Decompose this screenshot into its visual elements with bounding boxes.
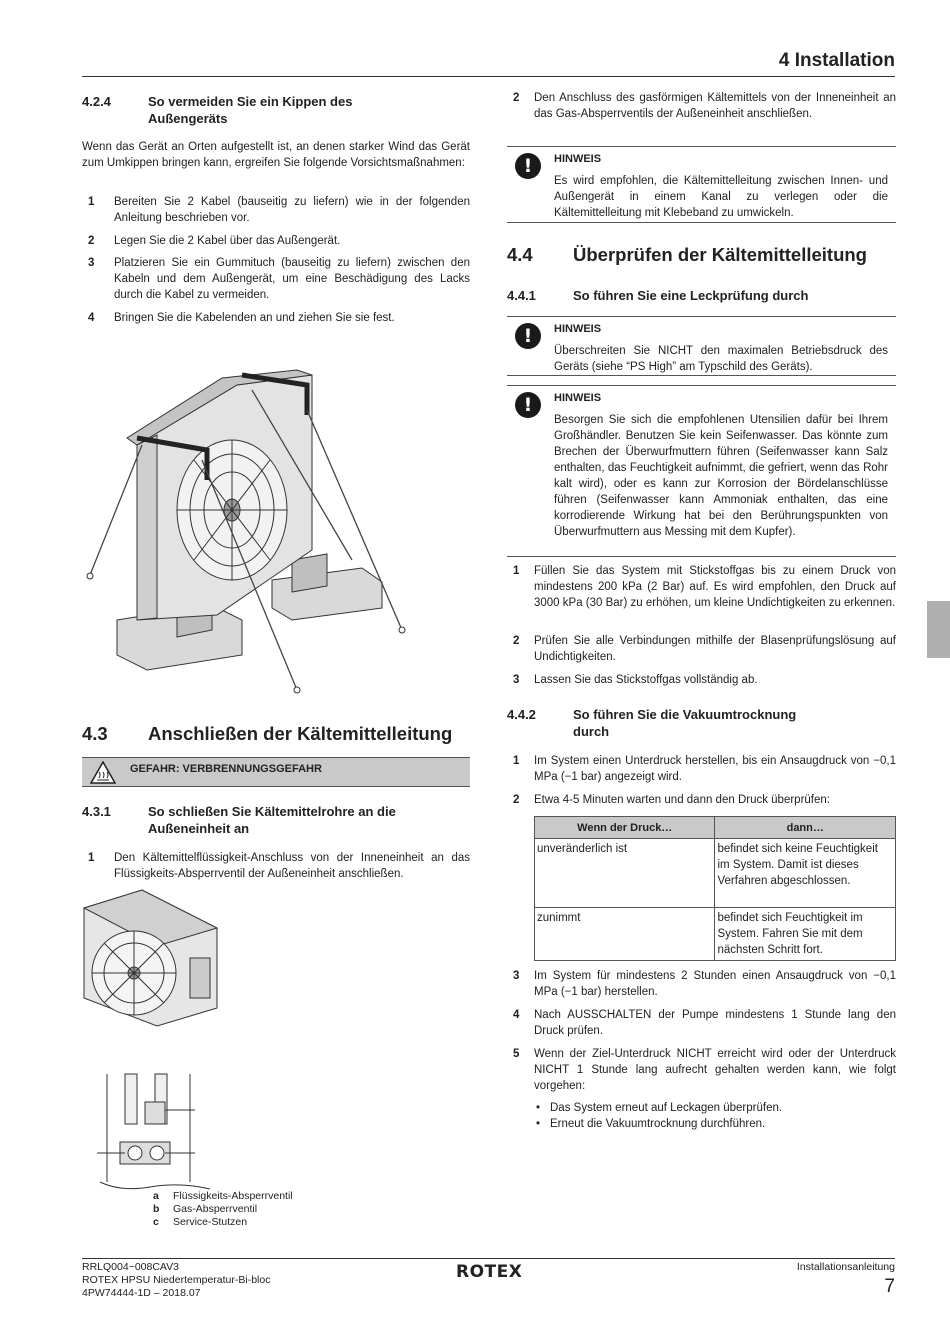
exclamation-icon: ! xyxy=(515,392,541,418)
step-item: 3 Platzieren Sie ein Gummituch (bauseitig zu liefern) zwischen den Kabeln und dem Außengerät, um eine Beschädigung des Lacks durch die Kabel zu vermeiden. xyxy=(88,257,470,301)
footer-product-info xyxy=(82,1261,270,1300)
tie-down-illustration xyxy=(82,350,422,700)
section-title: Überprüfen der Kältemittelleitung xyxy=(573,244,867,265)
bullet-item: • Erneut die Vakuumtrocknung durchführen. xyxy=(536,1118,766,1130)
section-heading-4-4-1 xyxy=(507,288,896,305)
pressure-table xyxy=(534,816,896,961)
step-item: 2 Prüfen Sie alle Verbindungen mithilfe der Blasenprüfungslösung auf Undichtigkeiten. xyxy=(513,635,896,663)
section-heading-4-2-4 xyxy=(82,94,472,128)
step-item: 4 Nach AUSSCHALTEN der Pumpe mindestens 1 Stunde lang den Druck prüfen. xyxy=(513,1009,896,1037)
step-item: 1 Den Kältemittelflüssigkeit-Anschluss von der Inneneinheit an das Flüssigkeits-Absperrventil der Außeneinheit anschließen. xyxy=(88,852,470,880)
valve-detail-illustration xyxy=(95,1072,220,1190)
notice-box xyxy=(507,385,896,557)
step-item: 5 Wenn der Ziel-Unterdruck NICHT erreicht wird oder der Unterdruck NICHT 1 Stunde lang aufrecht gehalten werden kann, wie folgt vorgehen: xyxy=(513,1048,896,1092)
header-rule xyxy=(82,76,895,77)
step-item: 3 Im System für mindestens 2 Stunden einen Ansaugdruck von −0,1 MPa (−1 bar) herstellen. xyxy=(513,970,896,998)
section-title-line1: So führen Sie die Vakuumtrocknung xyxy=(573,707,797,722)
step-item: 4 Bringen Sie die Kabelenden an und ziehen Sie sie fest. xyxy=(88,312,395,324)
intro-paragraph: Wenn das Gerät an Orten aufgestellt ist, an denen starker Wind das Gerät zum Umkippen bringen kann, ergreifen Sie folgende Vorsichtsmaßnahmen: xyxy=(82,141,470,169)
page-number: 7 xyxy=(884,1276,895,1297)
section-title: Anschließen der Kältemittelleitung xyxy=(148,723,453,744)
notice-label: HINWEIS xyxy=(554,153,602,165)
section-title-line1: So schließen Sie Kältemittelrohre an die xyxy=(148,804,396,819)
step-item: 2 Etwa 4-5 Minuten warten und dann den Druck überprüfen: xyxy=(513,794,830,806)
section-number: 4.4.1 xyxy=(507,288,536,303)
section-number: 4.3.1 xyxy=(82,804,111,819)
section-number: 4.2.4 xyxy=(82,94,111,109)
exclamation-icon: ! xyxy=(515,153,541,179)
section-number: 4.4.2 xyxy=(507,707,536,722)
section-heading-4-3-1 xyxy=(82,804,472,838)
exclamation-icon: ! xyxy=(515,323,541,349)
section-title-line2: Außeneinheit an xyxy=(148,821,250,836)
section-title-line2: durch xyxy=(573,724,610,739)
section-title-line1: So vermeiden Sie ein Kippen des xyxy=(148,94,353,109)
notice-text: Überschreiten Sie NICHT den maximalen Betriebsdruck des Geräts (siehe “PS High” am Typschild des Geräts). xyxy=(554,345,888,373)
chapter-title: 4 Installation xyxy=(778,50,895,71)
step-item: 2 Den Anschluss des gasförmigen Kältemittels von der Inneneinheit an das Gas-Absperrventils der Außeneinheit anschließen. xyxy=(513,92,896,120)
rotex-logo: ROTEX xyxy=(456,1262,523,1282)
danger-notice xyxy=(82,757,470,787)
footer-rule xyxy=(82,1258,895,1259)
section-heading-4-3 xyxy=(82,723,472,747)
table-header-cell: dann… xyxy=(715,817,896,839)
step-item: 2 Legen Sie die 2 Kabel über das Außengerät. xyxy=(88,235,341,247)
section-title-line2: Außengeräts xyxy=(148,111,228,126)
legend-item: a Flüssigkeits-Absperrventil xyxy=(153,1190,293,1202)
notice-label: HINWEIS xyxy=(554,323,602,335)
notice-box xyxy=(507,316,896,376)
chapter-side-tab xyxy=(927,601,950,658)
table-cell: befindet sich Feuchtigkeit im System. Fahren Sie mit dem nächsten Schritt fort. xyxy=(715,908,896,961)
footer-doc-code: 4PW74444-1D – 2018.07 xyxy=(82,1287,201,1299)
section-heading-4-4-2 xyxy=(507,707,896,741)
table-cell: befindet sich keine Feuchtigkeit im System. Damit ist dieses Verfahren abgeschlossen. xyxy=(715,839,896,908)
notice-text: Besorgen Sie sich die empfohlenen Utensilien dafür bei Ihrem Großhändler. Benutzen Sie kein Seifenwasser. Das könnte zum Brechen der Überwurfmuttern führen (Seifenwasser kann Salz enthalten, das Feuchtigkeit aufnimmt, die gefriert, wenn das Rohr kalt wird), oder es kann zur Korrosion der Bördelanschlüsse führen (Seifenwasser kann Ammoniak enthalten, das eine korrodierende Wirkung hat bei den Berührungspunkten von Überwurfmuttern aus Messing mit dem Kupfer). xyxy=(554,414,888,538)
bullet-item: • Das System erneut auf Leckagen überprüfen. xyxy=(536,1102,783,1114)
hot-surface-warning-icon xyxy=(90,761,116,784)
table-header-row xyxy=(535,817,896,839)
notice-text: Es wird empfohlen, die Kältemittelleitung zwischen Innen- und Außengerät in einem Kanal zu verlegen oder die Kältemittelleitung mit Klebeband zu umwickeln. xyxy=(554,175,888,219)
legend-item: c Service-Stutzen xyxy=(153,1216,248,1228)
section-number: 4.3 xyxy=(82,723,108,744)
table-row xyxy=(535,839,896,908)
danger-label: GEFAHR: VERBRENNUNGSGEFAHR xyxy=(130,763,322,775)
legend-item: b Gas-Absperrventil xyxy=(153,1203,258,1215)
step-item: 3 Lassen Sie das Stickstoffgas vollständig ab. xyxy=(513,674,758,686)
table-cell: zunimmt xyxy=(535,908,715,961)
step-item: 1 Im System einen Unterdruck herstellen, bis ein Ansaugdruck von −0,1 MPa (−1 bar) angezeigt wird. xyxy=(513,755,896,783)
notice-label: HINWEIS xyxy=(554,392,602,404)
step-item: 1 Bereiten Sie 2 Kabel (bauseitig zu liefern) wie in der folgenden Anleitung beschrieben vor. xyxy=(88,196,470,224)
notice-box xyxy=(507,146,896,223)
outdoor-unit-illustration xyxy=(82,888,222,1028)
footer-model: RRLQ004~008CAV3 xyxy=(82,1261,179,1273)
table-cell: unveränderlich ist xyxy=(535,839,715,908)
table-header-cell: Wenn der Druck… xyxy=(535,817,715,839)
table-row xyxy=(535,908,896,961)
section-number: 4.4 xyxy=(507,244,533,265)
footer-doc-type: Installationsanleitung xyxy=(796,1261,895,1273)
footer-product-name: ROTEX HPSU Niedertemperatur-Bi-bloc xyxy=(82,1274,271,1286)
section-title: So führen Sie eine Leckprüfung durch xyxy=(573,288,809,303)
step-item: 1 Füllen Sie das System mit Stickstoffgas bis zu einem Druck von mindestens 200 kPa (2 Bar) auf. Es wird empfohlen, den Druck auf 3000 kPa (30 Bar) zu erhöhen, um kleine Undichtigkeiten zu erkennen. xyxy=(513,565,896,609)
section-heading-4-4 xyxy=(507,244,896,268)
